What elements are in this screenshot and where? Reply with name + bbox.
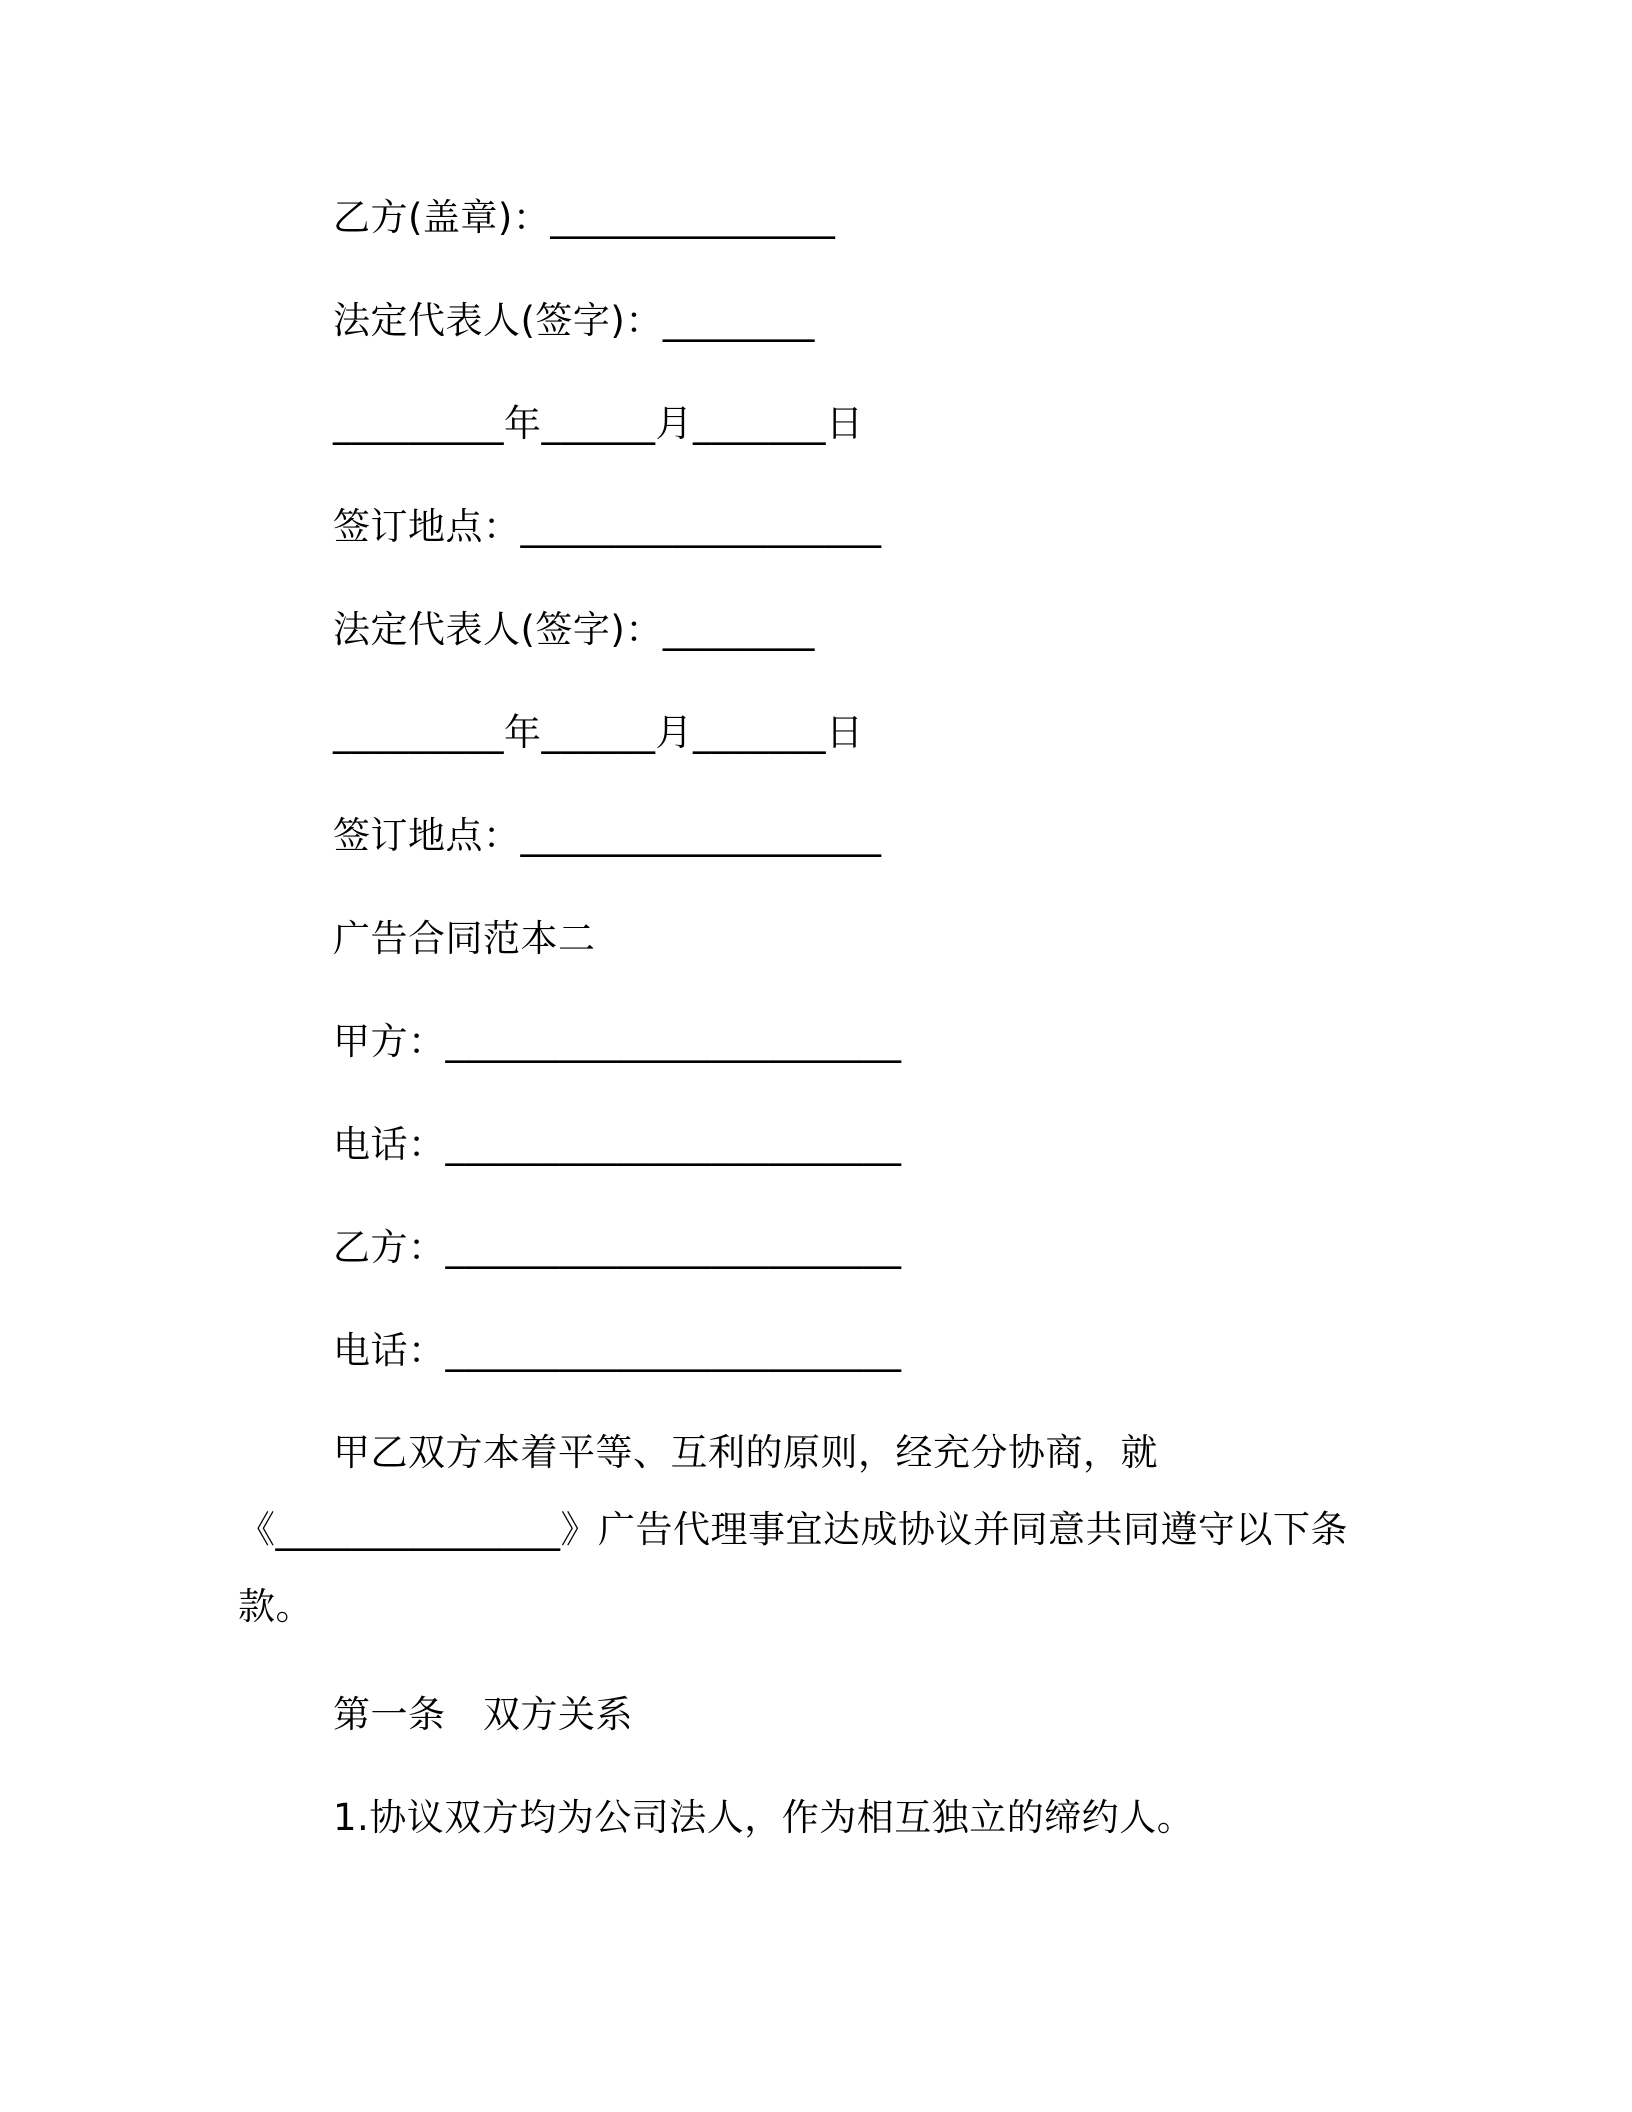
agreement-paragraph — [238, 1414, 1358, 1645]
date-line: _________年______月_______日 — [333, 402, 864, 445]
signing-place-line: 签订地点：___________________ — [333, 505, 882, 548]
phone-line: 电话：________________________ — [333, 1123, 902, 1166]
party-b-line: 乙方：________________________ — [333, 1226, 902, 1269]
phone-line: 电话：________________________ — [333, 1329, 902, 1372]
legal-representative-line: 法定代表人(签字)：________ — [333, 608, 815, 651]
legal-representative-line: 法定代表人(签字)：________ — [333, 299, 815, 342]
article-heading: 第一条 双方关系 — [333, 1693, 633, 1736]
party-a-line: 甲方：________________________ — [333, 1020, 902, 1063]
section-title: 广告合同范本二 — [333, 917, 596, 960]
signing-place-line: 签订地点：___________________ — [333, 814, 882, 857]
party-b-seal-line: 乙方(盖章)：_______________ — [333, 196, 836, 239]
agreement-paragraph-text: 甲乙双方本着平等、互利的原则，经充分协商，就《_______________》广告代理事宜达成协议并同意共同遵守以下条款。 — [238, 1431, 1348, 1628]
date-line: _________年______月_______日 — [333, 711, 864, 754]
clause-text: 1.协议双方均为公司法人，作为相互独立的缔约人。 — [333, 1796, 1195, 1839]
